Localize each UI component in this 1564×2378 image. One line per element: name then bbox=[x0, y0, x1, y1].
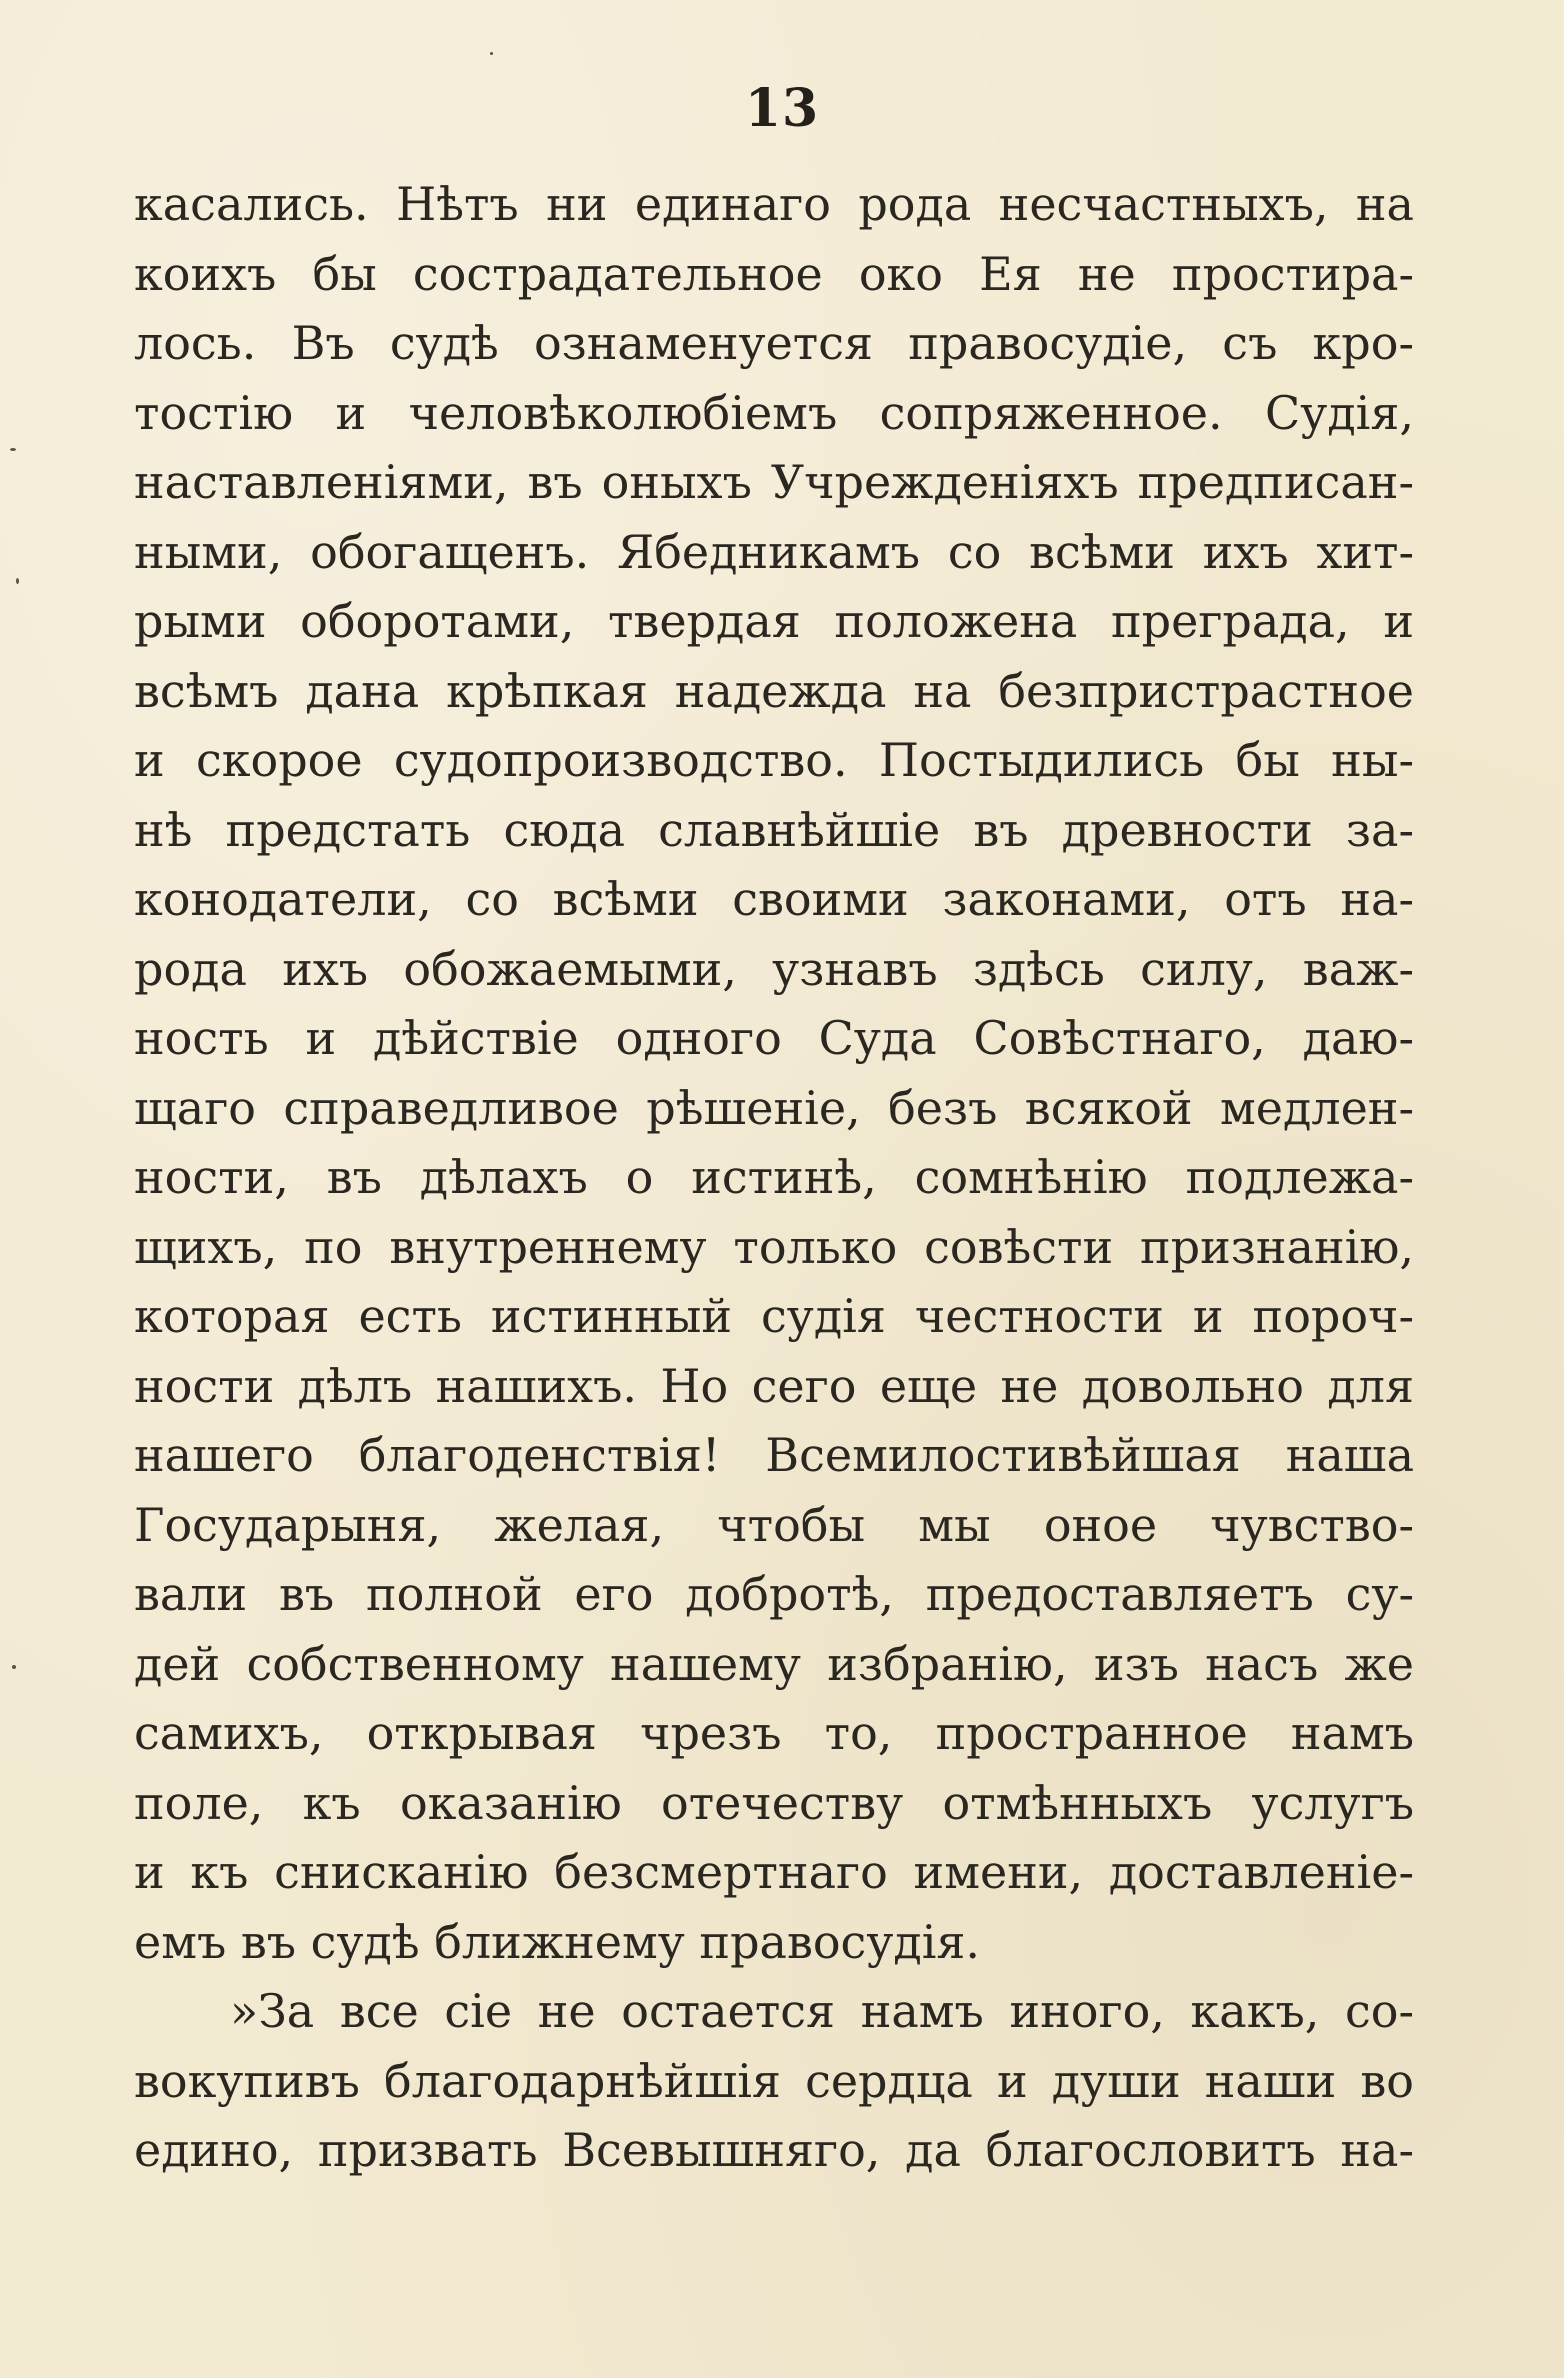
paper-speck bbox=[490, 52, 493, 55]
text-line: рыми оборотами, твердая положена преграда, и bbox=[134, 594, 1414, 648]
text-line: ными, обогащенъ. Ябедникамъ со всѣми ихъ хит- bbox=[134, 524, 1414, 579]
text-line: и скорое судопроизводство. Постыдились бы ны- bbox=[134, 733, 1414, 787]
text-line: конодатели, со всѣми своими законами, отъ на- bbox=[134, 872, 1414, 926]
text-line: тостію и человѣколюбіемъ сопряженное. Судія, bbox=[134, 385, 1414, 440]
text-line: Государыня, желая, чтобы мы оное чувство- bbox=[134, 1497, 1414, 1552]
text-line: рода ихъ обожаемыми, узнавъ здѣсь силу, важ- bbox=[134, 941, 1414, 996]
text-line: поле, къ оказанію отечеству отмѣнныхъ услугъ bbox=[134, 1775, 1414, 1830]
text-line: ности, въ дѣлахъ о истинѣ, сомнѣнію подлежа- bbox=[134, 1150, 1414, 1204]
text-line: дей собственному нашему избранію, изъ насъ же bbox=[134, 1636, 1414, 1691]
text-line: ность и дѣйствіе одного Суда Совѣстнаго, даю- bbox=[134, 1011, 1414, 1065]
text-line: лось. Въ судѣ ознаменуется правосудіе, съ кро- bbox=[134, 316, 1414, 370]
text-line: щихъ, по внутреннему только совѣсти признанію, bbox=[134, 1219, 1414, 1274]
text-line: вокупивъ благодарнѣйшія сердца и души наши во bbox=[134, 2053, 1414, 2108]
text-line: всѣмъ дана крѣпкая надежда на безпристрастное bbox=[134, 663, 1414, 718]
text-line: вали въ полной его добротѣ, предоставляетъ су- bbox=[134, 1567, 1414, 1621]
text-line: наставленіями, въ оныхъ Учрежденіяхъ предписан- bbox=[134, 455, 1414, 509]
paragraph-first-line: »За все сіе не остается намъ иного, какъ, со- bbox=[230, 1984, 1414, 2038]
text-line: коихъ бы сострадательное око Ея не простира- bbox=[134, 246, 1414, 301]
text-line: щаго справедливое рѣшеніе, безъ всякой медлен- bbox=[134, 1080, 1414, 1135]
page-number: 13 bbox=[744, 78, 820, 139]
text-line: и къ снисканію безсмертнаго имени, доставленіе- bbox=[134, 1845, 1414, 1899]
text-line: которая есть истинный судія честности и пороч- bbox=[134, 1289, 1414, 1343]
text-line: нѣ предстать сюда славнѣйшіе въ древности за- bbox=[134, 802, 1414, 857]
paragraph-last-line: емъ въ судѣ ближнему правосудія. bbox=[134, 1914, 981, 1969]
paper-speck bbox=[12, 1665, 16, 1669]
body-text bbox=[134, 170, 1414, 2186]
text-line: нашего благоденствія! Всемилостивѣйшая наша bbox=[134, 1428, 1414, 1482]
paper-speck bbox=[16, 578, 19, 584]
text-line: касались. Нѣтъ ни единаго рода несчастныхъ, на bbox=[134, 177, 1414, 231]
paper-speck bbox=[10, 448, 16, 451]
text-line: едино, призвать Всевышняго, да благословитъ на- bbox=[134, 2123, 1414, 2177]
text-line: самихъ, открывая чрезъ то, пространное намъ bbox=[134, 1706, 1414, 1760]
text-line: ности дѣлъ нашихъ. Но сего еще не довольно для bbox=[134, 1358, 1414, 1413]
